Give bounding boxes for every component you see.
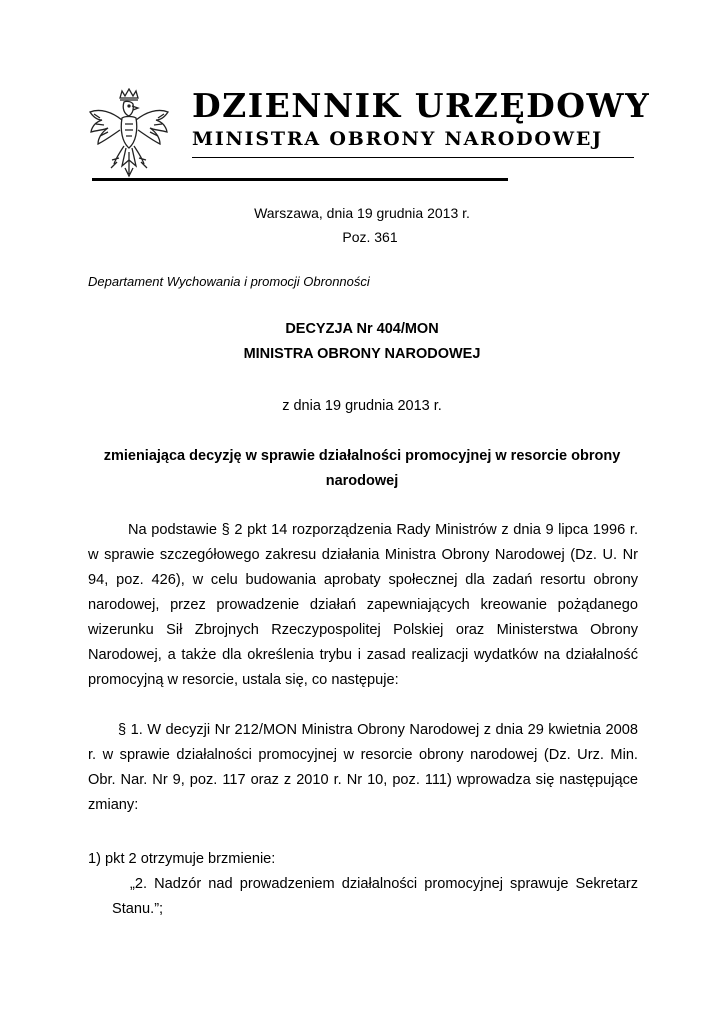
place-date: Warszawa, dnia 19 grudnia 2013 r. [254, 205, 470, 221]
decision-subject-line1: zmieniająca decyzję w sprawie działalności promocyjnej w resorcie obrony [103, 448, 621, 464]
preamble-text: Na podstawie § 2 pkt 14 rozporządzenia Rady Ministrów z dnia 9 lipca 1996 r. w sprawie szczegółowego zakresu działania Ministra Obrony Narodowej (Dz. U. Nr 94, poz. 426), w celu budowania aprobaty społecznej dla zadań resortu obrony narodowej, przez prowadzenie działań zapewniających kreowanie pożądanego wizerunku Sił Zbrojnych Rzeczypospolitej Polskiej oraz Ministerstwa Obrony Narodowej, a także dla określenia trybu i zasad realizacji wydatków na działalność promocyjną w resorcie, ustala się, co następuje: [88, 522, 638, 688]
department-name: Departament Wychowania i promocji Obronności [88, 274, 370, 289]
header-divider-thin [192, 157, 634, 158]
journal-title: DZIENNIK URZĘDOWY [192, 86, 651, 125]
decision-date: z dnia 19 grudnia 2013 r. [282, 398, 442, 414]
header-divider-thick [92, 178, 508, 181]
position-number: Poz. 361 [342, 229, 398, 245]
masthead [86, 86, 651, 186]
section-1-text: § 1. W decyzji Nr 212/MON Ministra Obrony Narodowej z dnia 29 kwietnia 2008 r. w sprawie działalności promocyjnej w resorcie obrony narodowej (Dz. Urz. Min. Obr. Nar. Nr 9, poz. 117 oraz z 2010 r. Nr 10, poz. 111) wprowadza się następujące zmiany: [88, 722, 638, 813]
white-eagle-emblem-icon [86, 88, 172, 180]
preamble-paragraph [88, 518, 638, 693]
section-1-paragraph [88, 718, 638, 818]
item-1-quote-block [112, 872, 638, 922]
decision-title: DECYZJA Nr 404/MON [285, 321, 439, 337]
decision-issuer: MINISTRA OBRONY NARODOWEJ [243, 346, 481, 362]
journal-subtitle: MINISTRA OBRONY NARODOWEJ [192, 128, 603, 150]
item-1-quote: „2. Nadzór nad prowadzeniem działalności promocyjnej sprawuje Sekretarz Stanu.”; [112, 876, 638, 917]
item-1-label: 1) pkt 2 otrzymuje brzmienie: [88, 851, 276, 867]
decision-subject-line2: narodowej [325, 473, 399, 489]
